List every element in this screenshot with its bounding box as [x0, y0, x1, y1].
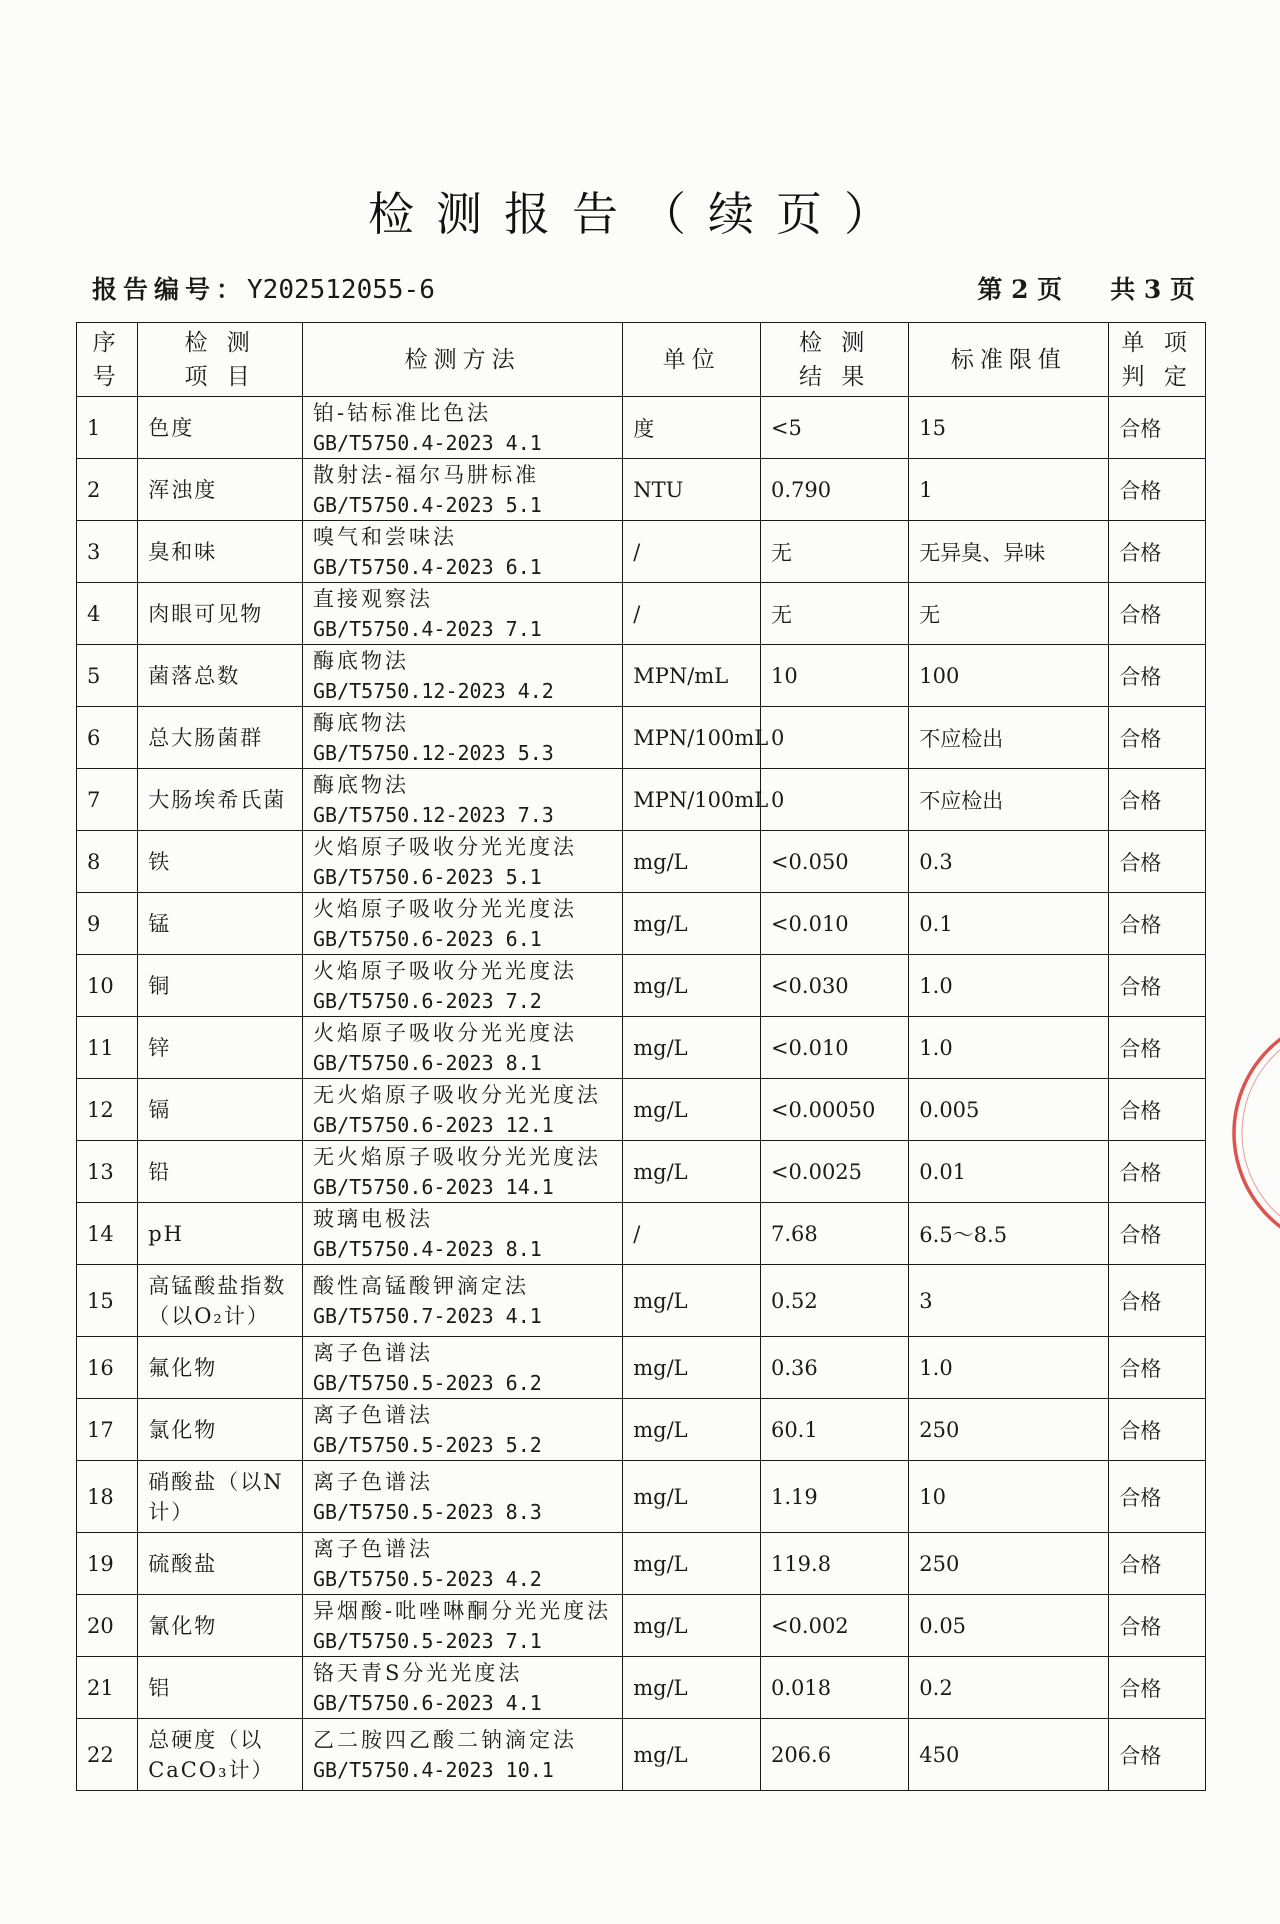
method-name: 嗅气和尝味法 — [313, 524, 458, 549]
row-result: <0.050 — [760, 831, 908, 893]
row-method — [303, 1719, 623, 1791]
row-result: 0.790 — [760, 459, 908, 521]
row-method — [303, 1017, 623, 1079]
row-result: 119.8 — [760, 1533, 908, 1595]
method-standard: GB/T5750.4-2023 5.1 — [313, 492, 542, 517]
row-unit: mg/L — [623, 1141, 761, 1203]
row-limit: 250 — [909, 1533, 1109, 1595]
row-method — [303, 1141, 623, 1203]
col-header-verdict — [1109, 323, 1206, 397]
row-seq: 9 — [77, 893, 138, 955]
method-standard: GB/T5750.6-2023 7.2 — [313, 988, 542, 1013]
row-method — [303, 1657, 623, 1719]
row-limit: 100 — [909, 645, 1109, 707]
row-verdict: 合格 — [1109, 1203, 1206, 1265]
row-seq: 15 — [77, 1265, 138, 1337]
row-limit: 0.05 — [909, 1595, 1109, 1657]
row-method — [303, 1461, 623, 1533]
row-result: 60.1 — [760, 1399, 908, 1461]
row-limit: 1.0 — [909, 1337, 1109, 1399]
method-name: 直接观察法 — [313, 586, 434, 611]
method-name: 离子色谱法 — [313, 1402, 434, 1427]
row-limit: 无 — [909, 583, 1109, 645]
col-header-item — [138, 323, 303, 397]
row-unit: mg/L — [623, 955, 761, 1017]
method-standard: GB/T5750.6-2023 4.1 — [313, 1690, 542, 1715]
row-item: 高锰酸盐指数（以O₂计） — [138, 1265, 303, 1337]
row-item: 氰化物 — [138, 1595, 303, 1657]
col-header-line: 单 项 — [1121, 329, 1193, 356]
row-unit: mg/L — [623, 1657, 761, 1719]
row-item: 浑浊度 — [138, 459, 303, 521]
method-standard: GB/T5750.4-2023 7.1 — [313, 616, 542, 641]
method-name: 酶底物法 — [313, 710, 410, 735]
row-limit: 1 — [909, 459, 1109, 521]
row-seq: 21 — [77, 1657, 138, 1719]
method-standard: GB/T5750.5-2023 5.2 — [313, 1432, 542, 1457]
row-verdict: 合格 — [1109, 769, 1206, 831]
row-method — [303, 645, 623, 707]
row-verdict: 合格 — [1109, 707, 1206, 769]
row-unit: / — [623, 1203, 761, 1265]
row-item: pH — [138, 1203, 303, 1265]
row-seq: 2 — [77, 459, 138, 521]
method-name: 火焰原子吸收分光光度法 — [313, 896, 578, 921]
row-result: <0.010 — [760, 893, 908, 955]
table-row — [77, 1719, 1206, 1791]
row-unit: mg/L — [623, 1017, 761, 1079]
table-row — [77, 893, 1206, 955]
row-method — [303, 1595, 623, 1657]
table-row — [77, 1141, 1206, 1203]
col-header-line: 检 测 — [798, 329, 871, 356]
row-unit: mg/L — [623, 1399, 761, 1461]
row-seq: 3 — [77, 521, 138, 583]
row-item: 硝酸盐（以N计） — [138, 1461, 303, 1533]
table-row — [77, 583, 1206, 645]
table-row — [77, 1461, 1206, 1533]
row-method — [303, 1533, 623, 1595]
row-item: 铝 — [138, 1657, 303, 1719]
row-item: 总大肠菌群 — [138, 707, 303, 769]
row-unit: MPN/100mL — [623, 769, 761, 831]
method-standard: GB/T5750.6-2023 12.1 — [313, 1112, 554, 1137]
row-result: <0.00050 — [760, 1079, 908, 1141]
col-header-label: 检测方法 — [404, 346, 521, 373]
table-row — [77, 1337, 1206, 1399]
method-name: 无火焰原子吸收分光光度法 — [313, 1144, 602, 1169]
method-name: 无火焰原子吸收分光光度法 — [313, 1082, 602, 1107]
report-title: 检测报告（续页） — [368, 187, 912, 241]
col-header-line: 结 果 — [798, 363, 871, 390]
row-item: 色度 — [138, 397, 303, 459]
row-method — [303, 1337, 623, 1399]
row-limit: 450 — [909, 1719, 1109, 1791]
row-item: 氯化物 — [138, 1399, 303, 1461]
table-row — [77, 459, 1206, 521]
row-result: <0.010 — [760, 1017, 908, 1079]
row-method — [303, 583, 623, 645]
row-seq: 10 — [77, 955, 138, 1017]
method-name: 玻璃电极法 — [313, 1206, 434, 1231]
row-limit: 3 — [909, 1265, 1109, 1337]
method-name: 离子色谱法 — [313, 1469, 434, 1494]
col-header-unit — [623, 323, 761, 397]
row-seq: 5 — [77, 645, 138, 707]
row-limit: 0.1 — [909, 893, 1109, 955]
table-row — [77, 645, 1206, 707]
table-row — [77, 1657, 1206, 1719]
col-header-line: 判 定 — [1121, 363, 1193, 390]
col-header-label: 单位 — [662, 346, 721, 373]
method-standard: GB/T5750.6-2023 8.1 — [313, 1050, 542, 1075]
row-limit: 0.2 — [909, 1657, 1109, 1719]
row-verdict: 合格 — [1109, 1141, 1206, 1203]
table-row — [77, 1533, 1206, 1595]
row-method — [303, 707, 623, 769]
row-method — [303, 521, 623, 583]
row-result: <0.002 — [760, 1595, 908, 1657]
row-unit: mg/L — [623, 1337, 761, 1399]
row-verdict: 合格 — [1109, 1595, 1206, 1657]
row-method — [303, 1079, 623, 1141]
row-unit: mg/L — [623, 1533, 761, 1595]
row-limit: 6.5～8.5 — [909, 1203, 1109, 1265]
table-header-row — [77, 323, 1206, 397]
row-verdict: 合格 — [1109, 521, 1206, 583]
report-number: Y202512055-6 — [247, 275, 435, 305]
row-verdict: 合格 — [1109, 1657, 1206, 1719]
row-item: 铁 — [138, 831, 303, 893]
row-verdict: 合格 — [1109, 1079, 1206, 1141]
method-standard: GB/T5750.4-2023 8.1 — [313, 1236, 542, 1261]
table-row — [77, 1017, 1206, 1079]
row-verdict: 合格 — [1109, 1533, 1206, 1595]
row-method — [303, 955, 623, 1017]
method-standard: GB/T5750.12-2023 7.3 — [313, 802, 554, 827]
row-verdict: 合格 — [1109, 459, 1206, 521]
method-standard: GB/T5750.7-2023 4.1 — [313, 1303, 542, 1328]
row-verdict: 合格 — [1109, 893, 1206, 955]
row-result: 0.018 — [760, 1657, 908, 1719]
row-item: 大肠埃希氏菌 — [138, 769, 303, 831]
method-standard: GB/T5750.6-2023 5.1 — [313, 864, 542, 889]
row-limit: 0.3 — [909, 831, 1109, 893]
method-name: 异烟酸-吡唑啉酮分光光度法 — [313, 1598, 612, 1623]
row-unit: mg/L — [623, 831, 761, 893]
row-verdict: 合格 — [1109, 397, 1206, 459]
row-limit: 1.0 — [909, 1017, 1109, 1079]
row-verdict: 合格 — [1109, 1337, 1206, 1399]
row-verdict: 合格 — [1109, 583, 1206, 645]
method-name: 铂-钴标准比色法 — [313, 400, 492, 425]
row-result: 1.19 — [760, 1461, 908, 1533]
row-method — [303, 397, 623, 459]
col-header-limit — [909, 323, 1109, 397]
red-circular-seal-icon — [1212, 1018, 1280, 1248]
row-unit: mg/L — [623, 1079, 761, 1141]
table-row — [77, 1595, 1206, 1657]
col-header-line: 项 目 — [184, 363, 256, 390]
row-unit: MPN/mL — [623, 645, 761, 707]
row-seq: 6 — [77, 707, 138, 769]
row-seq: 17 — [77, 1399, 138, 1461]
row-seq: 8 — [77, 831, 138, 893]
method-standard: GB/T5750.5-2023 7.1 — [313, 1628, 542, 1653]
method-name: 离子色谱法 — [313, 1340, 434, 1365]
col-header-line: 号 — [92, 363, 122, 390]
row-seq: 16 — [77, 1337, 138, 1399]
row-unit: mg/L — [623, 1719, 761, 1791]
row-seq: 18 — [77, 1461, 138, 1533]
method-name: 火焰原子吸收分光光度法 — [313, 834, 578, 859]
row-result: 7.68 — [760, 1203, 908, 1265]
method-standard: GB/T5750.6-2023 6.1 — [313, 926, 542, 951]
report-number-block — [92, 270, 435, 306]
row-result: 0.52 — [760, 1265, 908, 1337]
row-method — [303, 769, 623, 831]
row-seq: 4 — [77, 583, 138, 645]
row-method — [303, 893, 623, 955]
method-standard: GB/T5750.5-2023 4.2 — [313, 1566, 542, 1591]
row-result: 0.36 — [760, 1337, 908, 1399]
row-verdict: 合格 — [1109, 831, 1206, 893]
row-item: 氟化物 — [138, 1337, 303, 1399]
method-standard: GB/T5750.6-2023 14.1 — [313, 1174, 554, 1199]
row-item: 总硬度（以CaCO₃计） — [138, 1719, 303, 1791]
row-seq: 12 — [77, 1079, 138, 1141]
col-header-line: 检 测 — [184, 329, 256, 356]
table-row — [77, 769, 1206, 831]
method-name: 火焰原子吸收分光光度法 — [313, 1020, 578, 1045]
page-indicator — [969, 270, 1195, 306]
page-number: 第 2 页 — [977, 275, 1063, 304]
row-result: 无 — [760, 521, 908, 583]
row-seq: 1 — [77, 397, 138, 459]
method-standard: GB/T5750.4-2023 6.1 — [313, 554, 542, 579]
table-row — [77, 1203, 1206, 1265]
col-header-method — [303, 323, 623, 397]
row-method — [303, 459, 623, 521]
col-header-label: 标准限值 — [950, 346, 1067, 373]
row-item: 臭和味 — [138, 521, 303, 583]
row-unit: / — [623, 583, 761, 645]
row-verdict: 合格 — [1109, 1461, 1206, 1533]
method-name: 酶底物法 — [313, 648, 410, 673]
row-result: 0 — [760, 769, 908, 831]
row-seq: 13 — [77, 1141, 138, 1203]
row-unit: 度 — [623, 397, 761, 459]
row-unit: / — [623, 521, 761, 583]
method-standard: GB/T5750.5-2023 8.3 — [313, 1499, 542, 1524]
row-result: <0.030 — [760, 955, 908, 1017]
row-seq: 22 — [77, 1719, 138, 1791]
row-item: 硫酸盐 — [138, 1533, 303, 1595]
row-item: 肉眼可见物 — [138, 583, 303, 645]
row-result: <5 — [760, 397, 908, 459]
row-seq: 7 — [77, 769, 138, 831]
row-item: 铜 — [138, 955, 303, 1017]
row-method — [303, 1203, 623, 1265]
report-number-label: 报告编号： — [92, 275, 248, 304]
table-row — [77, 1265, 1206, 1337]
row-unit: mg/L — [623, 893, 761, 955]
row-unit: mg/L — [623, 1265, 761, 1337]
row-limit: 15 — [909, 397, 1109, 459]
table-row — [77, 521, 1206, 583]
row-unit: MPN/100mL — [623, 707, 761, 769]
col-header-seq — [77, 323, 138, 397]
row-unit: mg/L — [623, 1461, 761, 1533]
method-name: 乙二胺四乙酸二钠滴定法 — [313, 1727, 578, 1752]
table-row — [77, 1399, 1206, 1461]
row-verdict: 合格 — [1109, 1719, 1206, 1791]
table-row — [77, 831, 1206, 893]
row-verdict: 合格 — [1109, 1265, 1206, 1337]
row-seq: 11 — [77, 1017, 138, 1079]
row-method — [303, 1265, 623, 1337]
table-row — [77, 955, 1206, 1017]
row-limit: 0.005 — [909, 1079, 1109, 1141]
row-limit: 1.0 — [909, 955, 1109, 1017]
row-seq: 20 — [77, 1595, 138, 1657]
row-limit: 不应检出 — [909, 769, 1109, 831]
row-result: 0 — [760, 707, 908, 769]
method-standard: GB/T5750.12-2023 4.2 — [313, 678, 554, 703]
results-table — [76, 322, 1206, 1791]
method-name: 酸性高锰酸钾滴定法 — [313, 1273, 530, 1298]
row-item: 菌落总数 — [138, 645, 303, 707]
row-seq: 19 — [77, 1533, 138, 1595]
row-verdict: 合格 — [1109, 955, 1206, 1017]
method-name: 火焰原子吸收分光光度法 — [313, 958, 578, 983]
row-limit: 10 — [909, 1461, 1109, 1533]
report-meta — [92, 270, 1195, 306]
page-total: 共 3 页 — [1110, 275, 1195, 304]
row-verdict: 合格 — [1109, 1399, 1206, 1461]
row-method — [303, 1399, 623, 1461]
row-verdict: 合格 — [1109, 1017, 1206, 1079]
row-result: <0.0025 — [760, 1141, 908, 1203]
row-limit: 0.01 — [909, 1141, 1109, 1203]
method-name: 散射法-福尔马肼标准 — [313, 462, 540, 487]
col-header-result — [760, 323, 908, 397]
row-limit: 250 — [909, 1399, 1109, 1461]
row-unit: NTU — [623, 459, 761, 521]
row-item: 镉 — [138, 1079, 303, 1141]
table-row — [77, 1079, 1206, 1141]
row-verdict: 合格 — [1109, 645, 1206, 707]
method-standard: GB/T5750.12-2023 5.3 — [313, 740, 554, 765]
method-name: 离子色谱法 — [313, 1536, 434, 1561]
row-method — [303, 831, 623, 893]
method-name: 铬天青S分光光度法 — [313, 1660, 523, 1685]
row-limit: 不应检出 — [909, 707, 1109, 769]
table-row — [77, 707, 1206, 769]
row-result: 无 — [760, 583, 908, 645]
table-row — [77, 397, 1206, 459]
col-header-line: 序 — [92, 329, 122, 356]
row-item: 锌 — [138, 1017, 303, 1079]
method-name: 酶底物法 — [313, 772, 410, 797]
method-standard: GB/T5750.5-2023 6.2 — [313, 1370, 542, 1395]
method-standard: GB/T5750.4-2023 4.1 — [313, 430, 542, 455]
table-body — [77, 397, 1206, 1791]
row-result: 206.6 — [760, 1719, 908, 1791]
row-item: 铅 — [138, 1141, 303, 1203]
method-standard: GB/T5750.4-2023 10.1 — [313, 1757, 554, 1782]
row-seq: 14 — [77, 1203, 138, 1265]
row-result: 10 — [760, 645, 908, 707]
row-item: 锰 — [138, 893, 303, 955]
row-limit: 无异臭、异味 — [909, 521, 1109, 583]
row-unit: mg/L — [623, 1595, 761, 1657]
